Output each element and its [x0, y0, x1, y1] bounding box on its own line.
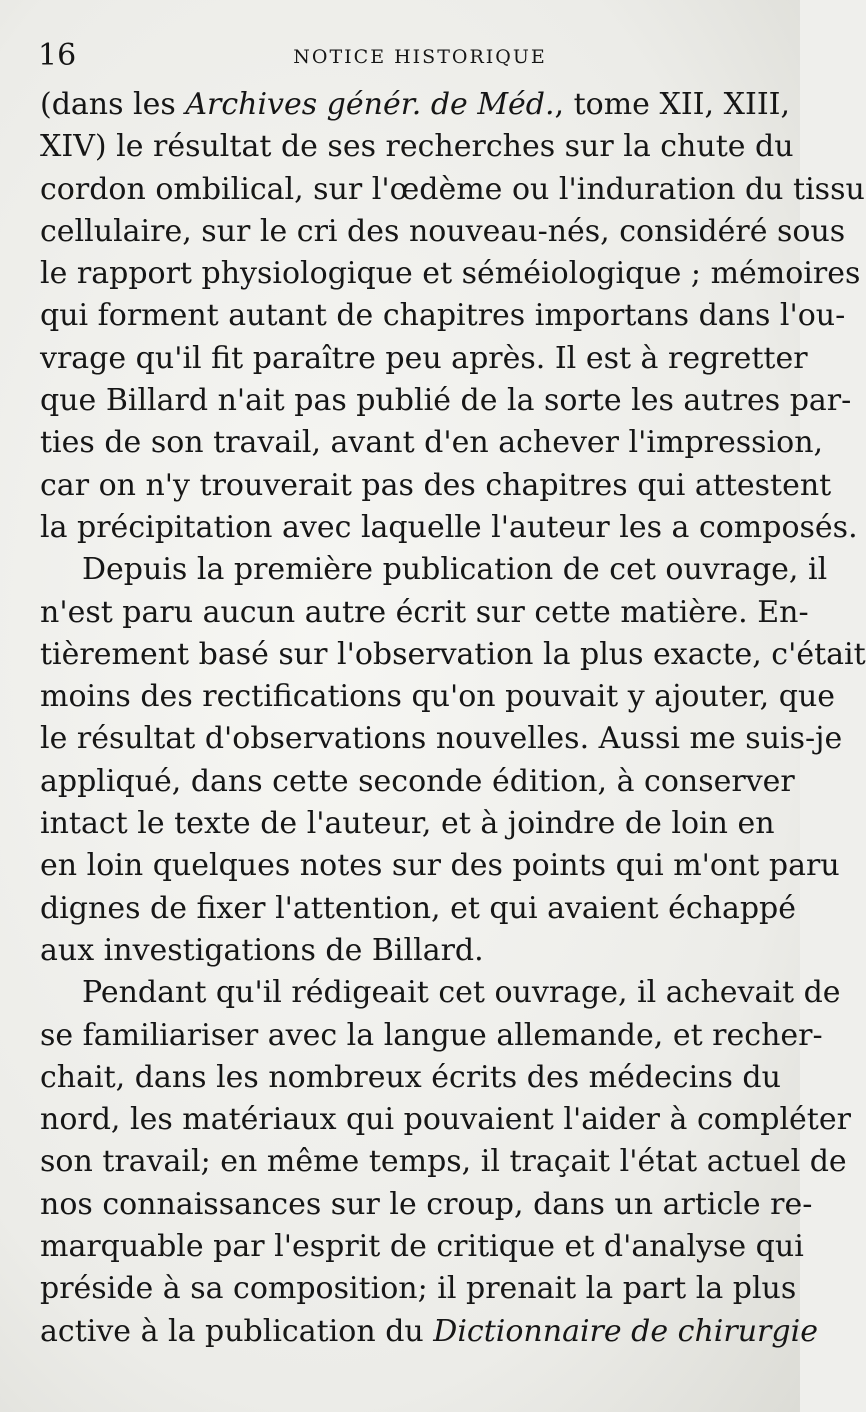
- text-line: la précipitation avec laquelle l'auteur les a composés.: [40, 509, 858, 545]
- text-line: qui forment autant de chapitres importans dans l'ou-: [40, 298, 846, 334]
- text-line: XIV) le résultat de ses recherches sur la chute du: [40, 129, 794, 165]
- text-line: moins des rectifications qu'on pouvait y ajouter, que: [40, 679, 836, 715]
- text-line: cellulaire, sur le cri des nouveau-nés, considéré sous: [40, 213, 846, 249]
- text-line: (dans les Archives génér. de Méd., tome XII, XIII,: [40, 87, 791, 122]
- text-line: le rapport physiologique et séméiologique ; mémoires: [40, 256, 861, 292]
- text-line: Pendant qu'il rédigeait cet ouvrage, il achevait de: [82, 975, 841, 1011]
- text-line: Depuis la première publication de cet ouvrage, il: [82, 552, 828, 588]
- text-line: active à la publication du Dictionnaire de chirurgie: [40, 1313, 818, 1349]
- text-line: aux investigations de Billard.: [40, 932, 484, 968]
- text-line: le résultat d'observations nouvelles. Aussi me suis-je: [40, 721, 843, 757]
- text-line: chait, dans les nombreux écrits des médecins du: [40, 1059, 781, 1095]
- text-line: intact le texte de l'auteur, et à joindre de loin en: [40, 806, 775, 842]
- text-line: dignes de fixer l'attention, et qui avaient échappé: [40, 890, 796, 926]
- italic-title: Archives génér. de Méd.: [185, 87, 555, 122]
- italic-title: Dictionnaire de chirurgie: [433, 1313, 818, 1349]
- text-line: en loin quelques notes sur des points qui m'ont paru: [40, 848, 840, 884]
- text-line: car on n'y trouverait pas des chapitres qui attestent: [40, 467, 832, 503]
- text-line: nos connaissances sur le croup, dans un article re-: [40, 1186, 813, 1222]
- text-line: tièrement basé sur l'observation la plus exacte, c'était: [40, 636, 866, 672]
- text-line: cordon ombilical, sur l'œdème ou l'induration du tissu: [40, 171, 865, 207]
- text-line: préside à sa composition; il prenait la part la plus: [40, 1271, 797, 1307]
- text-line: que Billard n'ait pas publié de la sorte les autres par-: [40, 383, 852, 419]
- text-line: son travail; en même temps, il traçait l'état actuel de: [40, 1144, 847, 1180]
- text-line: n'est paru aucun autre écrit sur cette matière. En-: [40, 594, 809, 630]
- text-line: nord, les matériaux qui pouvaient l'aider à compléter: [40, 1102, 851, 1138]
- text-line: se familiariser avec la langue allemande, et recher-: [40, 1017, 823, 1053]
- text-line: appliqué, dans cette seconde édition, à conserver: [40, 763, 795, 799]
- page-number: 16: [38, 38, 77, 73]
- text-line: marquable par l'esprit de critique et d'analyse qui: [40, 1229, 804, 1265]
- running-head: NOTICE HISTORIQUE: [293, 46, 547, 68]
- text-line: ties de son travail, avant d'en achever l'impression,: [40, 425, 824, 461]
- text-line: vrage qu'il fit paraître peu après. Il est à regretter: [40, 340, 808, 376]
- page-header: [38, 32, 762, 78]
- body-text: [40, 84, 866, 1353]
